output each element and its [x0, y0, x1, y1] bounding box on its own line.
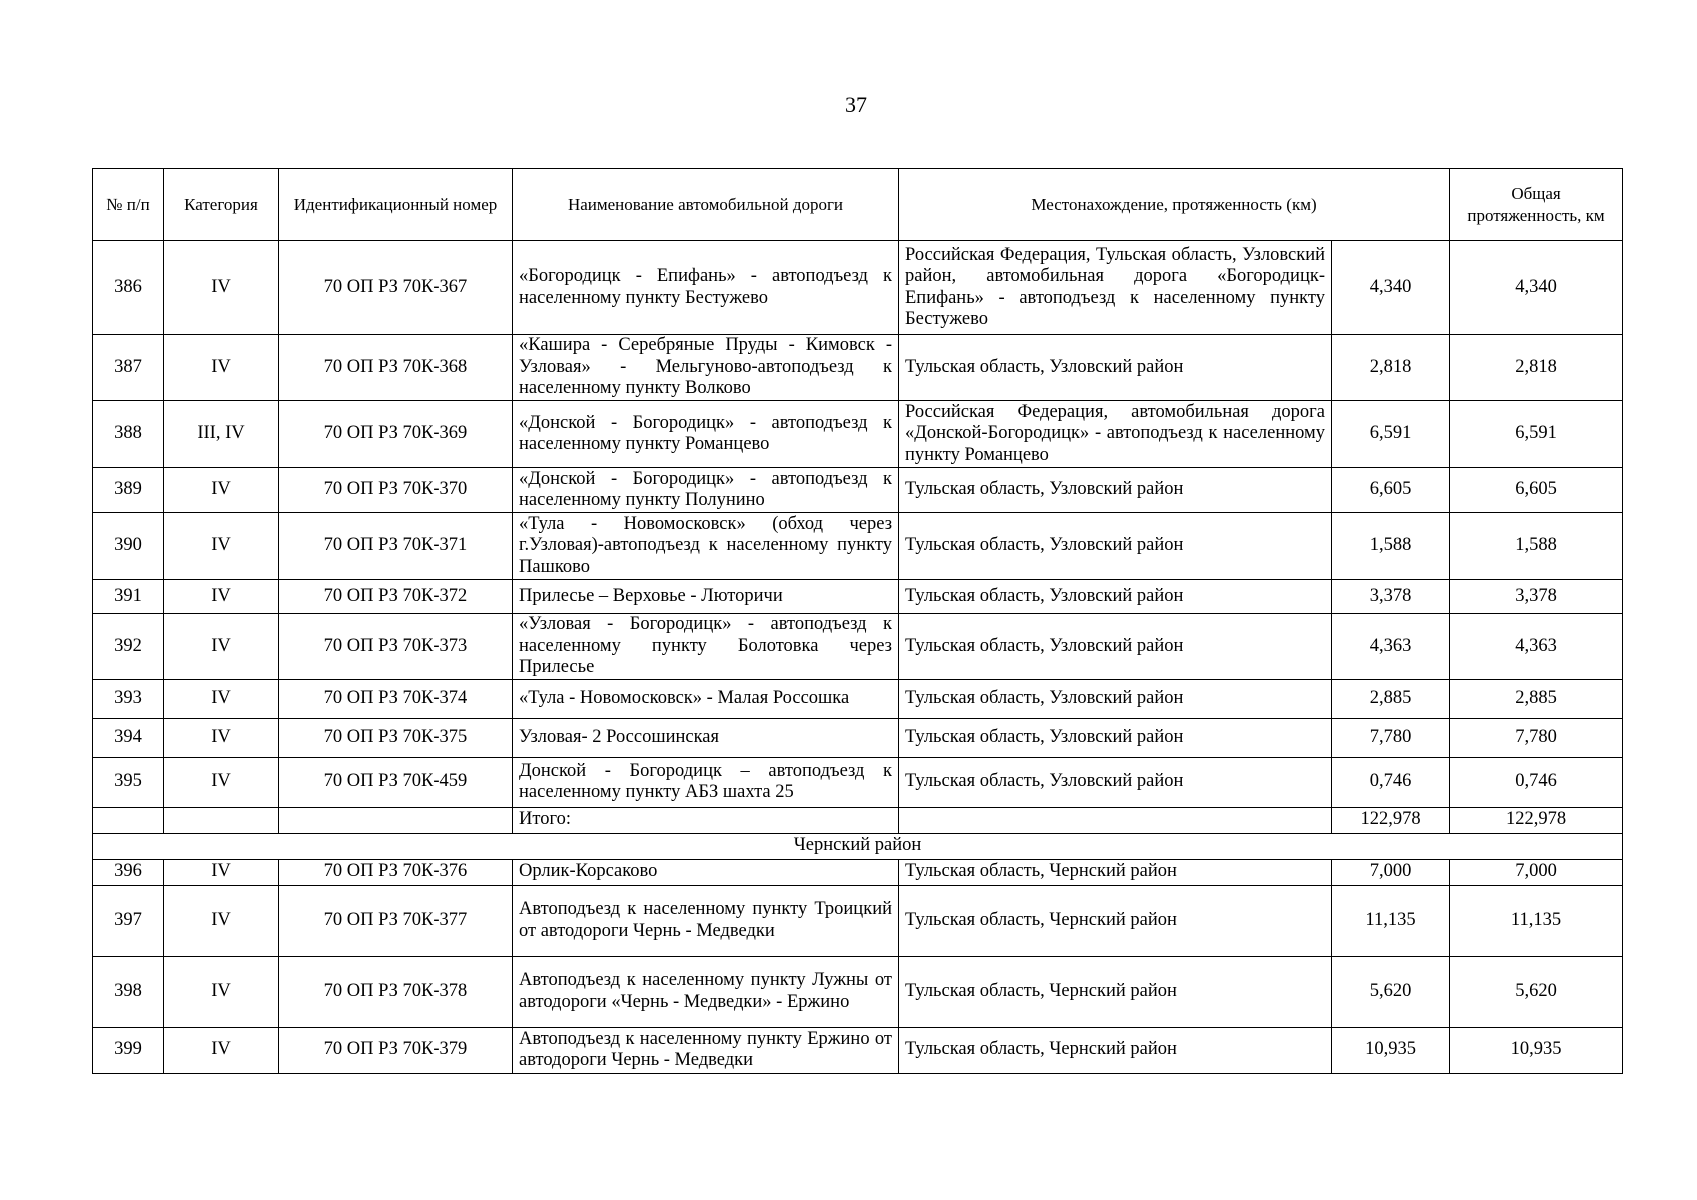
table-row — [93, 513, 1623, 580]
row-category: IV — [164, 580, 279, 614]
row-location: Тульская область, Узловский район — [899, 468, 1332, 513]
row-id: 70 ОП РЗ 70К-376 — [279, 859, 513, 885]
row-total: 6,605 — [1450, 468, 1623, 513]
row-total: 3,378 — [1450, 580, 1623, 614]
row-category: IV — [164, 679, 279, 718]
subtotal-empty-location — [899, 807, 1332, 833]
row-location: Российская Федерация, автомобильная дорога «Донской-Богородицк» - автоподъезд к населенному пункту Романцево — [899, 401, 1332, 468]
row-id: 70 ОП РЗ 70К-367 — [279, 241, 513, 335]
section-title: Чернский район — [93, 833, 1623, 859]
row-road-name: «Кашира - Серебряные Пруды - Кимовск - Узловая» - Мельгуново-автоподъезд к населенному пункту Волково — [513, 335, 899, 401]
row-location: Тульская область, Узловский район — [899, 335, 1332, 401]
row-road-name: «Донской - Богородицк» - автоподъезд к населенному пункту Полунино — [513, 468, 899, 513]
row-road-name: «Тула - Новомосковск» - Малая Россошка — [513, 679, 899, 718]
row-number: 387 — [93, 335, 164, 401]
row-total: 6,591 — [1450, 401, 1623, 468]
row-location: Тульская область, Чернский район — [899, 859, 1332, 885]
row-id: 70 ОП РЗ 70К-369 — [279, 401, 513, 468]
row-category: IV — [164, 513, 279, 580]
row-length: 7,780 — [1332, 718, 1450, 757]
row-length: 0,746 — [1332, 757, 1450, 807]
table-row — [93, 956, 1623, 1027]
row-total: 7,780 — [1450, 718, 1623, 757]
row-id: 70 ОП РЗ 70К-373 — [279, 614, 513, 680]
row-location: Тульская область, Чернский район — [899, 885, 1332, 956]
table-row — [93, 335, 1623, 401]
row-length: 11,135 — [1332, 885, 1450, 956]
row-category: IV — [164, 956, 279, 1027]
row-length: 2,818 — [1332, 335, 1450, 401]
row-number: 398 — [93, 956, 164, 1027]
row-total: 1,588 — [1450, 513, 1623, 580]
table-row — [93, 859, 1623, 885]
subtotal-empty-id — [279, 807, 513, 833]
header-id: Идентификационный номер — [279, 169, 513, 241]
table-row — [93, 468, 1623, 513]
row-road-name: Автоподъезд к населенному пункту Ержино от автодороги Чернь - Медведки — [513, 1027, 899, 1073]
row-category: III, IV — [164, 401, 279, 468]
row-id: 70 ОП РЗ 70К-372 — [279, 580, 513, 614]
row-road-name: «Богородицк - Епифань» - автоподъезд к населенному пункту Бестужево — [513, 241, 899, 335]
subtotal-total: 122,978 — [1450, 807, 1623, 833]
table-body — [93, 241, 1623, 1074]
table-row — [93, 1027, 1623, 1073]
subtotal-label: Итого: — [513, 807, 899, 833]
row-road-name: Донской - Богородицк – автоподъезд к населенному пункту АБЗ шахта 25 — [513, 757, 899, 807]
header-total: Общая протяженность, км — [1450, 169, 1623, 241]
header-category: Категория — [164, 169, 279, 241]
row-category: IV — [164, 757, 279, 807]
table-row — [93, 401, 1623, 468]
row-number: 394 — [93, 718, 164, 757]
row-id: 70 ОП РЗ 70К-371 — [279, 513, 513, 580]
row-location: Тульская область, Узловский район — [899, 718, 1332, 757]
row-category: IV — [164, 241, 279, 335]
row-road-name: Орлик-Корсаково — [513, 859, 899, 885]
row-category: IV — [164, 614, 279, 680]
row-id: 70 ОП РЗ 70К-378 — [279, 956, 513, 1027]
row-id: 70 ОП РЗ 70К-375 — [279, 718, 513, 757]
row-id: 70 ОП РЗ 70К-370 — [279, 468, 513, 513]
row-id: 70 ОП РЗ 70К-379 — [279, 1027, 513, 1073]
roads-table — [92, 168, 1623, 1074]
row-total: 4,340 — [1450, 241, 1623, 335]
row-length: 4,340 — [1332, 241, 1450, 335]
row-length: 2,885 — [1332, 679, 1450, 718]
table-row — [93, 679, 1623, 718]
table-header-row — [93, 169, 1623, 241]
row-category: IV — [164, 718, 279, 757]
row-number: 395 — [93, 757, 164, 807]
row-number: 390 — [93, 513, 164, 580]
row-road-name: Автоподъезд к населенному пункту Троицкий от автодороги Чернь - Медведки — [513, 885, 899, 956]
row-location: Российская Федерация, Тульская область, Узловский район, автомобильная дорога «Богородицк-Епифань» - автоподъезд к населенному пункту Бестужево — [899, 241, 1332, 335]
row-id: 70 ОП РЗ 70К-377 — [279, 885, 513, 956]
section-header-row — [93, 833, 1623, 859]
table-row — [93, 614, 1623, 680]
row-location: Тульская область, Узловский район — [899, 757, 1332, 807]
row-number: 397 — [93, 885, 164, 956]
row-length: 10,935 — [1332, 1027, 1450, 1073]
row-length: 1,588 — [1332, 513, 1450, 580]
row-length: 4,363 — [1332, 614, 1450, 680]
row-category: IV — [164, 885, 279, 956]
table-row — [93, 885, 1623, 956]
row-number: 388 — [93, 401, 164, 468]
row-location: Тульская область, Узловский район — [899, 679, 1332, 718]
row-location: Тульская область, Чернский район — [899, 1027, 1332, 1073]
subtotal-row — [93, 807, 1623, 833]
row-number: 392 — [93, 614, 164, 680]
row-number: 396 — [93, 859, 164, 885]
row-id: 70 ОП РЗ 70К-374 — [279, 679, 513, 718]
row-id: 70 ОП РЗ 70К-368 — [279, 335, 513, 401]
row-total: 7,000 — [1450, 859, 1623, 885]
row-category: IV — [164, 1027, 279, 1073]
row-total: 5,620 — [1450, 956, 1623, 1027]
row-length: 3,378 — [1332, 580, 1450, 614]
row-id: 70 ОП РЗ 70К-459 — [279, 757, 513, 807]
row-total: 10,935 — [1450, 1027, 1623, 1073]
row-number: 389 — [93, 468, 164, 513]
row-road-name: «Узловая - Богородицк» - автоподъезд к населенному пункту Болотовка через Прилесье — [513, 614, 899, 680]
row-road-name: Прилесье – Верховье - Люторичи — [513, 580, 899, 614]
row-road-name: Автоподъезд к населенному пункту Лужны от автодороги «Чернь - Медведки» - Ержино — [513, 956, 899, 1027]
row-location: Тульская область, Узловский район — [899, 614, 1332, 680]
table-row — [93, 580, 1623, 614]
row-category: IV — [164, 859, 279, 885]
row-location: Тульская область, Узловский район — [899, 580, 1332, 614]
row-length: 6,591 — [1332, 401, 1450, 468]
subtotal-length: 122,978 — [1332, 807, 1450, 833]
subtotal-empty-num — [93, 807, 164, 833]
row-total: 4,363 — [1450, 614, 1623, 680]
subtotal-empty-category — [164, 807, 279, 833]
row-number: 386 — [93, 241, 164, 335]
row-location: Тульская область, Чернский район — [899, 956, 1332, 1027]
row-length: 7,000 — [1332, 859, 1450, 885]
row-total: 11,135 — [1450, 885, 1623, 956]
row-road-name: Узловая- 2 Россошинская — [513, 718, 899, 757]
page-number: 37 — [845, 92, 867, 117]
row-length: 5,620 — [1332, 956, 1450, 1027]
row-total: 2,885 — [1450, 679, 1623, 718]
row-number: 393 — [93, 679, 164, 718]
header-num: № п/п — [93, 169, 164, 241]
row-length: 6,605 — [1332, 468, 1450, 513]
table-row — [93, 757, 1623, 807]
row-category: IV — [164, 468, 279, 513]
row-number: 391 — [93, 580, 164, 614]
header-location: Местонахождение, протяженность (км) — [899, 169, 1450, 241]
row-number: 399 — [93, 1027, 164, 1073]
row-road-name: «Тула - Новомосковск» (обход через г.Узловая)-автоподъезд к населенному пункту Пашково — [513, 513, 899, 580]
table-row — [93, 718, 1623, 757]
header-name: Наименование автомобильной дороги — [513, 169, 899, 241]
row-category: IV — [164, 335, 279, 401]
row-road-name: «Донской - Богородицк» - автоподъезд к населенному пункту Романцево — [513, 401, 899, 468]
row-location: Тульская область, Узловский район — [899, 513, 1332, 580]
row-total: 2,818 — [1450, 335, 1623, 401]
row-total: 0,746 — [1450, 757, 1623, 807]
table-row — [93, 241, 1623, 335]
